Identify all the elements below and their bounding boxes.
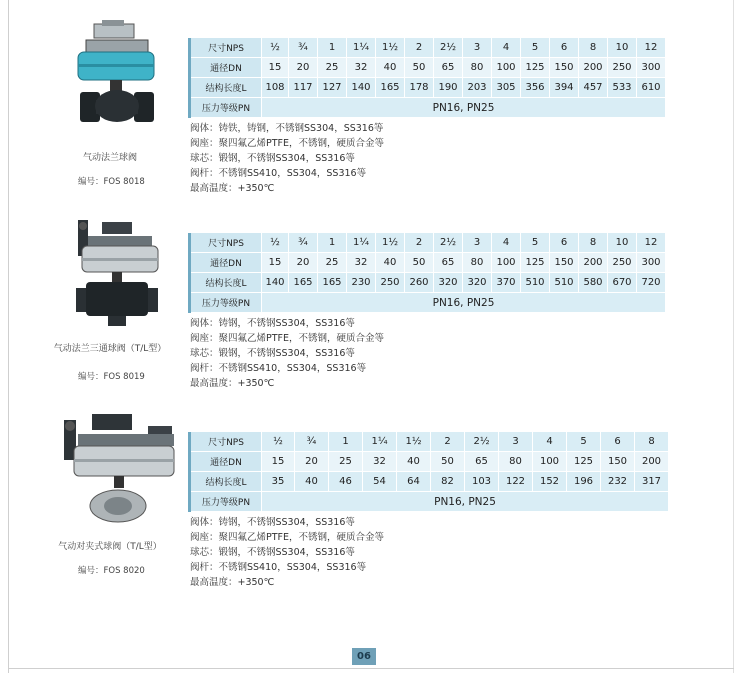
material-line: 最高温度：+350℃ xyxy=(190,378,275,389)
row-label: 通径DN xyxy=(190,452,262,472)
spec-row-dn xyxy=(190,58,666,78)
material-line: 阀体：铸钢，不锈钢SS304，SS316等 xyxy=(190,318,355,329)
table-cell: 2½ xyxy=(434,233,463,253)
table-cell: ½ xyxy=(262,38,289,58)
table-cell: 165 xyxy=(376,78,405,98)
spec-table xyxy=(188,38,666,118)
table-cell: 40 xyxy=(295,472,329,492)
material-line: 球芯：锻钢，不锈钢SS304，SS316等 xyxy=(190,547,355,558)
table-cell: 40 xyxy=(397,452,431,472)
table-cell: 370 xyxy=(492,273,521,293)
row-label: 压力等级PN xyxy=(190,492,262,512)
table-cell: 203 xyxy=(463,78,492,98)
table-cell: 122 xyxy=(499,472,533,492)
table-cell: 3 xyxy=(463,233,492,253)
spec-table xyxy=(188,432,669,512)
table-cell: 1¼ xyxy=(363,432,397,452)
material-line: 球芯：锻钢，不锈钢SS304，SS316等 xyxy=(190,348,355,359)
product-caption xyxy=(40,343,180,383)
page-border-right xyxy=(733,0,734,673)
table-cell: 196 xyxy=(567,472,601,492)
material-line: 阀杆：不锈钢SS410，SS304，SS316等 xyxy=(190,562,367,573)
material-line: 最高温度：+350℃ xyxy=(190,183,275,194)
table-cell: 2½ xyxy=(465,432,499,452)
table-cell: 108 xyxy=(262,78,289,98)
table-cell: 200 xyxy=(579,58,608,78)
table-cell: 190 xyxy=(434,78,463,98)
table-cell: ½ xyxy=(262,432,295,452)
table-cell: 65 xyxy=(465,452,499,472)
table-cell: 125 xyxy=(567,452,601,472)
table-cell: 533 xyxy=(608,78,637,98)
table-cell: 610 xyxy=(637,78,666,98)
table-cell: ¾ xyxy=(289,233,318,253)
spec-table xyxy=(188,233,666,313)
spec-row-pressure xyxy=(190,98,666,118)
row-label: 压力等级PN xyxy=(190,98,262,118)
table-cell: 2 xyxy=(405,233,434,253)
table-cell: 15 xyxy=(262,452,295,472)
table-cell: 250 xyxy=(608,253,637,273)
table-cell: 65 xyxy=(434,58,463,78)
table-cell: 80 xyxy=(463,58,492,78)
table-cell: 260 xyxy=(405,273,434,293)
table-cell: 103 xyxy=(465,472,499,492)
table-cell: 15 xyxy=(262,253,289,273)
table-cell: 4 xyxy=(492,38,521,58)
table-cell: 40 xyxy=(376,253,405,273)
table-cell: 165 xyxy=(289,273,318,293)
material-line: 最高温度：+350℃ xyxy=(190,577,275,588)
table-cell: 232 xyxy=(601,472,635,492)
spec-row-dn xyxy=(190,253,666,273)
pressure-value: PN16, PN25 xyxy=(262,492,669,512)
table-cell: 64 xyxy=(397,472,431,492)
table-cell: 2 xyxy=(405,38,434,58)
row-label: 通径DN xyxy=(190,58,262,78)
table-cell: 8 xyxy=(579,233,608,253)
page-border-left xyxy=(8,0,9,673)
table-cell: 140 xyxy=(262,273,289,293)
row-label: 压力等级PN xyxy=(190,293,262,313)
table-cell: 1 xyxy=(318,233,347,253)
spec-row-pressure xyxy=(190,293,666,313)
table-cell: 25 xyxy=(329,452,363,472)
table-cell: 12 xyxy=(637,233,666,253)
table-cell: 1½ xyxy=(376,233,405,253)
table-cell: 1½ xyxy=(397,432,431,452)
material-line: 阀座：聚四氟乙烯PTFE，不锈钢，硬质合金等 xyxy=(190,333,384,344)
table-cell: 2 xyxy=(431,432,465,452)
spec-row-nps xyxy=(190,38,666,58)
spec-row-nps xyxy=(190,233,666,253)
pneumatic-flanged-ball-valve-image xyxy=(72,20,162,132)
table-cell: 250 xyxy=(376,273,405,293)
spec-row-length xyxy=(190,273,666,293)
pressure-value: PN16, PN25 xyxy=(262,293,666,313)
material-line: 球芯：锻钢，不锈钢SS304，SS316等 xyxy=(190,153,355,164)
table-cell: 50 xyxy=(405,253,434,273)
product-caption xyxy=(40,541,180,577)
table-cell: 178 xyxy=(405,78,434,98)
product-name: 气动法兰三通球阀（T/L型） xyxy=(53,344,167,354)
table-cell: 3 xyxy=(499,432,533,452)
table-cell: 20 xyxy=(295,452,329,472)
table-cell: 12 xyxy=(637,38,666,58)
spec-row-pressure xyxy=(190,492,669,512)
spec-row-length xyxy=(190,78,666,98)
row-label: 结构长度L xyxy=(190,273,262,293)
table-cell: 20 xyxy=(289,253,318,273)
table-cell: 510 xyxy=(550,273,579,293)
table-cell: 356 xyxy=(521,78,550,98)
row-label: 通径DN xyxy=(190,253,262,273)
table-cell: 6 xyxy=(550,38,579,58)
pressure-value: PN16, PN25 xyxy=(262,98,666,118)
pneumatic-three-way-ball-valve-image xyxy=(72,218,162,330)
table-cell: 320 xyxy=(463,273,492,293)
table-cell: 35 xyxy=(262,472,295,492)
materials-list xyxy=(190,121,384,196)
table-cell: 200 xyxy=(579,253,608,273)
table-cell: 8 xyxy=(635,432,669,452)
table-cell: 25 xyxy=(318,253,347,273)
spec-row-nps xyxy=(190,432,669,452)
table-cell: 670 xyxy=(608,273,637,293)
page-number: 06 xyxy=(352,648,376,665)
materials-list xyxy=(190,316,384,391)
table-cell: 3 xyxy=(463,38,492,58)
table-cell: 150 xyxy=(550,253,579,273)
table-cell: 150 xyxy=(550,58,579,78)
table-cell: 5 xyxy=(567,432,601,452)
table-cell: 5 xyxy=(521,38,550,58)
table-cell: 457 xyxy=(579,78,608,98)
material-line: 阀座：聚四氟乙烯PTFE，不锈钢，硬质合金等 xyxy=(190,138,384,149)
material-line: 阀座：聚四氟乙烯PTFE，不锈钢，硬质合金等 xyxy=(190,532,384,543)
product-name: 气动法兰球阀 xyxy=(82,153,137,163)
table-cell: 6 xyxy=(550,233,579,253)
table-cell: 32 xyxy=(363,452,397,472)
table-cell: 165 xyxy=(318,273,347,293)
row-label: 尺寸NPS xyxy=(190,432,262,452)
table-cell: 8 xyxy=(579,38,608,58)
table-cell: 200 xyxy=(635,452,669,472)
table-cell: ¾ xyxy=(289,38,318,58)
table-cell: 100 xyxy=(492,253,521,273)
table-cell: 80 xyxy=(499,452,533,472)
table-cell: 117 xyxy=(289,78,318,98)
table-cell: 15 xyxy=(262,58,289,78)
table-cell: ½ xyxy=(262,233,289,253)
table-cell: 230 xyxy=(347,273,376,293)
product-model-number: 编号：FOS 8020 xyxy=(78,566,145,576)
table-cell: 10 xyxy=(608,38,637,58)
row-label: 结构长度L xyxy=(190,78,262,98)
table-cell: 50 xyxy=(405,58,434,78)
material-line: 阀杆：不锈钢SS410，SS304，SS316等 xyxy=(190,363,367,374)
table-cell: 100 xyxy=(492,58,521,78)
table-cell: 32 xyxy=(347,58,376,78)
product-name: 气动对夹式球阀（T/L型） xyxy=(58,542,162,552)
table-cell: 125 xyxy=(521,58,550,78)
row-label: 尺寸NPS xyxy=(190,233,262,253)
table-cell: 127 xyxy=(318,78,347,98)
table-cell: 1 xyxy=(329,432,363,452)
table-cell: 305 xyxy=(492,78,521,98)
material-line: 阀杆：不锈钢SS410，SS304，SS316等 xyxy=(190,168,367,179)
table-cell: 140 xyxy=(347,78,376,98)
table-cell: 20 xyxy=(289,58,318,78)
spec-row-dn xyxy=(190,452,669,472)
product-caption xyxy=(40,152,180,188)
table-cell: 720 xyxy=(637,273,666,293)
table-cell: ¾ xyxy=(295,432,329,452)
table-cell: 580 xyxy=(579,273,608,293)
product-model-number: 编号：FOS 8019 xyxy=(78,372,145,382)
table-cell: 250 xyxy=(608,58,637,78)
table-cell: 4 xyxy=(492,233,521,253)
table-cell: 65 xyxy=(434,253,463,273)
table-cell: 320 xyxy=(434,273,463,293)
table-cell: 80 xyxy=(463,253,492,273)
table-cell: 1¼ xyxy=(347,233,376,253)
product-model-number: 编号：FOS 8018 xyxy=(78,177,145,187)
table-cell: 1¼ xyxy=(347,38,376,58)
page-border-bottom xyxy=(8,668,734,669)
table-cell: 125 xyxy=(521,253,550,273)
table-cell: 317 xyxy=(635,472,669,492)
table-cell: 150 xyxy=(601,452,635,472)
table-cell: 46 xyxy=(329,472,363,492)
table-cell: 100 xyxy=(533,452,567,472)
table-cell: 5 xyxy=(521,233,550,253)
table-cell: 300 xyxy=(637,253,666,273)
table-cell: 6 xyxy=(601,432,635,452)
table-cell: 300 xyxy=(637,58,666,78)
table-cell: 50 xyxy=(431,452,465,472)
row-label: 尺寸NPS xyxy=(190,38,262,58)
table-cell: 152 xyxy=(533,472,567,492)
row-label: 结构长度L xyxy=(190,472,262,492)
material-line: 阀体：铸铁，铸钢，不锈钢SS304，SS316等 xyxy=(190,123,384,134)
table-cell: 82 xyxy=(431,472,465,492)
table-cell: 510 xyxy=(521,273,550,293)
table-cell: 394 xyxy=(550,78,579,98)
materials-list xyxy=(190,515,384,590)
pneumatic-wafer-ball-valve-image xyxy=(58,412,180,530)
material-line: 阀体：铸钢，不锈钢SS304，SS316等 xyxy=(190,517,355,528)
table-cell: 1½ xyxy=(376,38,405,58)
table-cell: 10 xyxy=(608,233,637,253)
table-cell: 4 xyxy=(533,432,567,452)
table-cell: 2½ xyxy=(434,38,463,58)
spec-row-length xyxy=(190,472,669,492)
table-cell: 32 xyxy=(347,253,376,273)
table-cell: 25 xyxy=(318,58,347,78)
table-cell: 54 xyxy=(363,472,397,492)
table-cell: 1 xyxy=(318,38,347,58)
table-cell: 40 xyxy=(376,58,405,78)
